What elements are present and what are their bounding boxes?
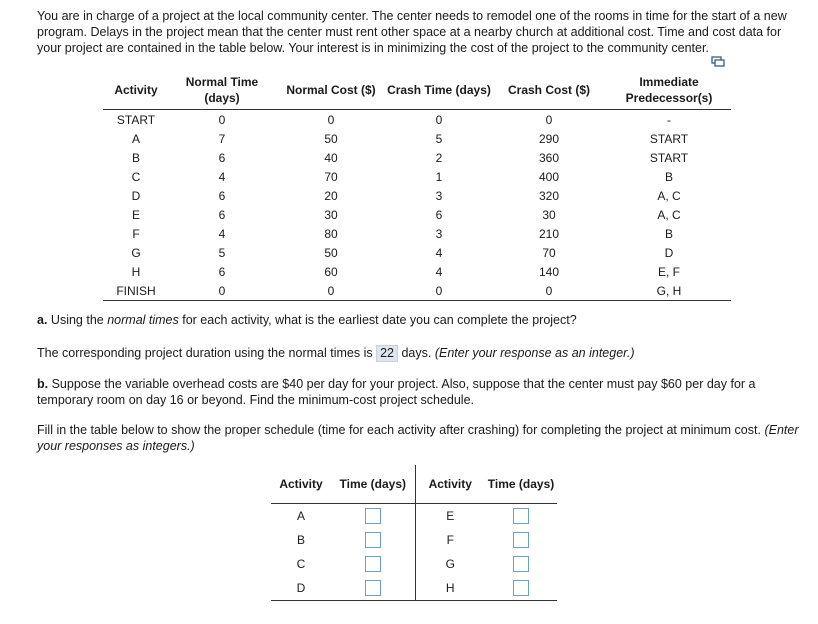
table-cell: 210 bbox=[538, 226, 560, 241]
table-cell: 4 bbox=[435, 245, 443, 260]
table-cell: 4 bbox=[218, 226, 226, 241]
schedule-time-cell-left bbox=[331, 576, 415, 601]
table-cell: 30 bbox=[324, 207, 338, 222]
schedule-header-time-2: Time (days) bbox=[487, 477, 555, 491]
time-input-d[interactable] bbox=[365, 580, 381, 596]
intro-paragraph: You are in charge of a project at the local community center. The center needs to remodel one of the rooms in time for the start of a new program. Delays in the project mean that the center must rent other space at a nearby church at additional cost. Time and cost data for your project are contained in the table below. Your interest is in minimizing the cost of the project to the community center. bbox=[37, 9, 787, 55]
table-cell: A, C bbox=[657, 207, 681, 222]
table-cell: 3 bbox=[435, 188, 443, 203]
table-cell: 5 bbox=[435, 131, 443, 146]
table-cell: 6 bbox=[218, 264, 226, 279]
table-cell: START bbox=[116, 112, 156, 127]
table-row bbox=[103, 243, 731, 262]
header-crash-time: Crash Time (days) bbox=[387, 83, 491, 97]
table-cell: 320 bbox=[538, 188, 560, 203]
table-row bbox=[103, 110, 731, 130]
table-cell: G bbox=[131, 245, 141, 260]
table-cell: B bbox=[664, 226, 673, 241]
time-input-a[interactable] bbox=[365, 508, 381, 524]
schedule-table bbox=[271, 465, 557, 601]
fill-instruction-text: Fill in the table below to show the proper schedule (time for each activity after crashing) for completing the project at minimum cost. bbox=[37, 423, 761, 437]
schedule-header-time-1: Time (days) bbox=[331, 465, 415, 504]
table-row bbox=[103, 148, 731, 167]
schedule-header-activity-2: Activity bbox=[428, 477, 472, 491]
schedule-time-cell-right bbox=[485, 528, 557, 552]
table-cell: 50 bbox=[324, 131, 338, 146]
schedule-time-cell-left bbox=[331, 552, 415, 576]
header-activity: Activity bbox=[114, 83, 158, 97]
table-cell: 5 bbox=[218, 245, 226, 260]
answer-a-value[interactable]: 22 bbox=[376, 345, 398, 362]
table-cell: 40 bbox=[324, 150, 338, 165]
schedule-activity-right: E bbox=[446, 509, 455, 523]
table-cell: 0 bbox=[218, 283, 226, 298]
table-cell: 50 bbox=[324, 245, 338, 260]
answer-a-prefix: The corresponding project duration using the normal times is bbox=[37, 346, 373, 360]
table-cell: 360 bbox=[538, 150, 560, 165]
fill-hint: (Enter your responses as integers.) bbox=[37, 423, 799, 453]
time-input-b[interactable] bbox=[365, 532, 381, 548]
table-cell: 290 bbox=[538, 131, 560, 146]
table-cell: H bbox=[131, 264, 141, 279]
table-cell: A, C bbox=[657, 188, 681, 203]
table-cell: - bbox=[667, 112, 671, 127]
header-normal-cost: Normal Cost ($) bbox=[286, 83, 376, 97]
schedule-time-cell-left bbox=[331, 528, 415, 552]
schedule-activity-left: D bbox=[296, 581, 306, 595]
header-normal-time: Normal Time (days) bbox=[185, 75, 259, 105]
table-row bbox=[103, 129, 731, 148]
question-a-text-after: for each activity, what is the earliest date you can complete the project? bbox=[182, 313, 577, 327]
table-cell: 70 bbox=[542, 245, 556, 260]
table-cell: 6 bbox=[218, 207, 226, 222]
table-row bbox=[103, 186, 731, 205]
table-cell: 4 bbox=[435, 264, 443, 279]
table-cell: 30 bbox=[542, 207, 556, 222]
schedule-activity-left: B bbox=[296, 533, 305, 547]
schedule-time-cell-right bbox=[485, 576, 557, 601]
table-cell: D bbox=[131, 188, 141, 203]
table-row bbox=[103, 281, 731, 301]
table-cell: 3 bbox=[435, 226, 443, 241]
question-a bbox=[37, 313, 577, 327]
table-cell: 0 bbox=[435, 283, 443, 298]
table-cell: 0 bbox=[327, 112, 335, 127]
table-cell: 1 bbox=[435, 169, 443, 184]
schedule-row bbox=[271, 504, 557, 529]
table-row bbox=[103, 262, 731, 281]
table-cell: 0 bbox=[327, 283, 335, 298]
table-cell: 400 bbox=[538, 169, 560, 184]
question-a-italic: normal times bbox=[107, 313, 179, 327]
table-cell: G, H bbox=[656, 283, 682, 298]
question-a-text-before: Using the bbox=[50, 313, 104, 327]
time-input-f[interactable] bbox=[513, 532, 529, 548]
time-input-g[interactable] bbox=[513, 556, 529, 572]
table-cell: FINISH bbox=[116, 283, 156, 298]
time-input-e[interactable] bbox=[513, 508, 529, 524]
schedule-activity-left: C bbox=[296, 557, 306, 571]
question-b-label: b. bbox=[37, 377, 49, 391]
table-cell: 6 bbox=[435, 207, 443, 222]
answer-a-hint: (Enter your response as an integer.) bbox=[434, 346, 635, 360]
table-cell: 80 bbox=[324, 226, 338, 241]
table-cell: 0 bbox=[435, 112, 443, 127]
table-cell: 60 bbox=[324, 264, 338, 279]
table-cell: 7 bbox=[218, 131, 226, 146]
table-cell: 0 bbox=[545, 112, 553, 127]
project-data-table bbox=[103, 71, 731, 301]
table-row bbox=[103, 205, 731, 224]
table-cell: 4 bbox=[218, 169, 226, 184]
table-cell: 0 bbox=[218, 112, 226, 127]
schedule-activity-left: A bbox=[296, 509, 305, 523]
schedule-time-cell-right bbox=[485, 552, 557, 576]
table-cell: 2 bbox=[435, 150, 443, 165]
question-b bbox=[37, 376, 807, 408]
table-cell: 140 bbox=[538, 264, 560, 279]
table-cell: START bbox=[649, 131, 689, 146]
schedule-activity-right: H bbox=[445, 581, 455, 595]
table-cell: A bbox=[131, 131, 140, 146]
schedule-row bbox=[271, 576, 557, 601]
table-cell: C bbox=[131, 169, 141, 184]
table-cell: 70 bbox=[324, 169, 338, 184]
schedule-time-cell-right bbox=[485, 504, 557, 529]
table-cell: 6 bbox=[218, 150, 226, 165]
table-header-row bbox=[103, 71, 731, 110]
table-cell: F bbox=[132, 226, 140, 241]
schedule-row bbox=[271, 528, 557, 552]
header-crash-cost: Crash Cost ($) bbox=[507, 83, 590, 97]
fill-instruction bbox=[37, 422, 807, 454]
table-cell: START bbox=[649, 150, 689, 165]
answer-a-suffix: days. bbox=[401, 346, 432, 360]
schedule-header-activity-1: Activity bbox=[279, 477, 323, 491]
copy-table-icon[interactable] bbox=[711, 56, 725, 67]
question-a-label: a. bbox=[37, 313, 48, 327]
question-b-text: Suppose the variable overhead costs are $40 per day for your project. Also, suppose that the center must pay $60 per day for a temporary room on day 16 or beyond. Find the minimum-cost project schedule. bbox=[37, 377, 756, 407]
schedule-activity-right: F bbox=[446, 533, 454, 547]
table-row bbox=[103, 224, 731, 243]
schedule-row bbox=[271, 552, 557, 576]
table-cell: B bbox=[131, 150, 140, 165]
schedule-time-cell-left bbox=[331, 504, 415, 529]
table-cell: 20 bbox=[324, 188, 338, 203]
table-cell: 0 bbox=[545, 283, 553, 298]
time-input-c[interactable] bbox=[365, 556, 381, 572]
schedule-header-row bbox=[271, 465, 557, 504]
table-row bbox=[103, 167, 731, 186]
answer-a-line bbox=[37, 345, 634, 362]
table-cell: E, F bbox=[657, 264, 680, 279]
table-cell: D bbox=[664, 245, 674, 260]
time-input-h[interactable] bbox=[513, 580, 529, 596]
table-cell: 6 bbox=[218, 188, 226, 203]
schedule-activity-right: G bbox=[445, 557, 455, 571]
table-cell: E bbox=[131, 207, 140, 222]
table-cell: B bbox=[664, 169, 673, 184]
header-predecessors: Immediate Predecessor(s) bbox=[625, 75, 713, 105]
